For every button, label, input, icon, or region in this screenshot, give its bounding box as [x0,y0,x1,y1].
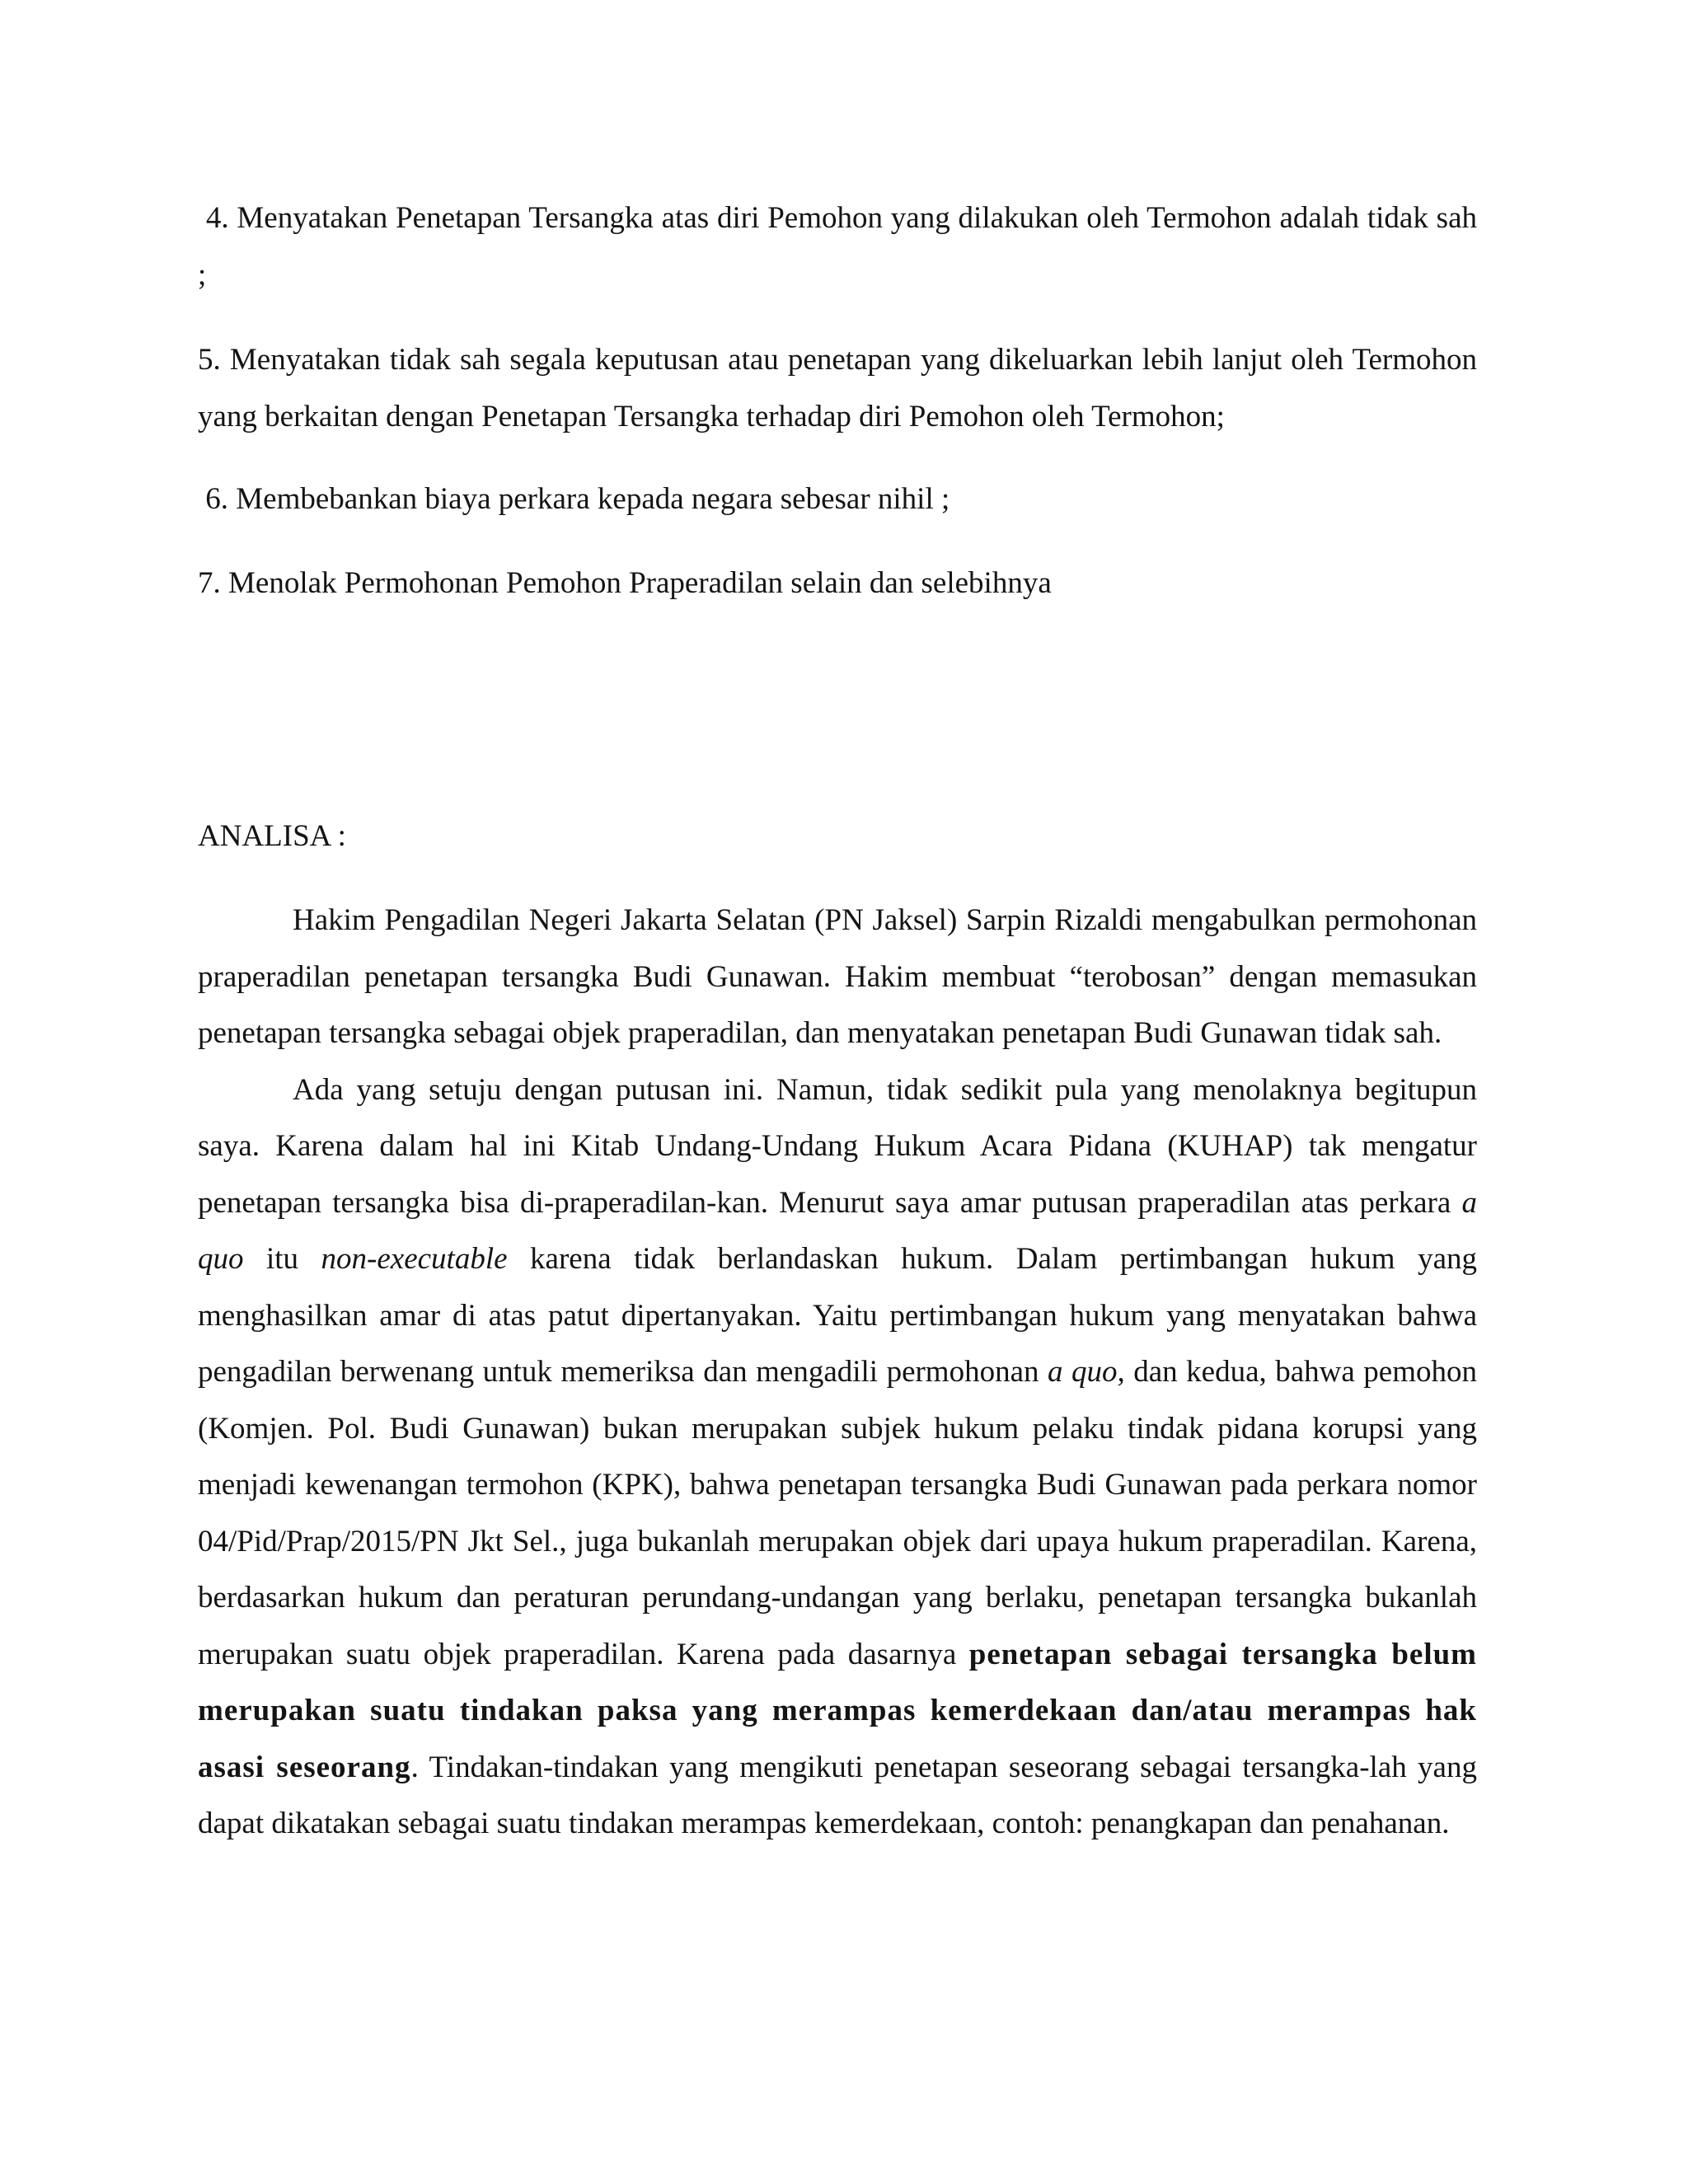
list-item-number: 5. [198,343,221,377]
list-item-text: Menyatakan Penetapan Tersangka atas diri Pemohon yang dilakukan oleh Termohon adalah tidak sah ; [198,201,1478,292]
list-item-text: Menyatakan tidak sah segala keputusan atau penetapan yang dikeluarkan lebih lanjut oleh Termohon yang berkaitan dengan Penetapan Tersangka terhadap diri Pemohon oleh Termohon; [198,343,1477,434]
list-item-number: 7. [198,566,221,600]
analysis-paragraph-1: Hakim Pengadilan Negeri Jakarta Selatan (PN Jaksel) Sarpin Rizaldi mengabulkan permohonan praperadilan penetapan tersangka Budi Gunawan. Hakim membuat “terobosan” dengan memasukan penetapan tersangka sebagai objek praperadilan, dan menyatakan penetapan Budi Gunawan tidak sah. [198,903,1477,1050]
paragraph-text: Ada yang setuju dengan putusan ini. Namun, tidak sedikit pula yang menolaknya begitupun saya. Karena dalam hal ini Kitab Undang-Undang Hukum Acara Pidana (KUHAP) tak mengatur penetapan tersangka bisa di-praperadilan-kan. Menurut saya amar putusan praperadilan atas perkara [198,1072,1477,1220]
list-item-7 [198,555,1477,612]
list-item-text: Menolak Permohonan Pemohon Praperadilan selain dan selebihnya [228,566,1052,600]
analysis-paragraph-2 [198,1062,1477,1853]
italic-term: a quo, [1048,1355,1125,1389]
italic-term: non-executable [321,1242,508,1276]
analysis-section [198,893,1477,1853]
paragraph-text: itu [243,1242,321,1276]
list-item-4 [198,190,1477,303]
analysis-heading: ANALISA : [198,819,346,853]
list-item-5 [198,331,1477,445]
paragraph-text: . Tindakan-tindakan yang mengikuti penetapan seseorang sebagai tersangka-lah yang dapat dikatakan sebagai suatu tindakan merampas kemerdekaan, contoh: penangkapan dan penahanan. [198,1750,1477,1840]
list-item-number: 4. [205,201,229,235]
list-item-6 [198,471,1477,527]
paragraph-text: dan kedua, bahwa pemohon (Komjen. Pol. Budi Gunawan) bukan merupakan subjek hukum pelaku tindak pidana korupsi yang menjadi kewenangan termohon (KPK), bahwa penetapan tersangka Budi Gunawan pada perkara nomor 04/Pid/Prap/2015/PN Jkt Sel., juga bukanlah merupakan objek dari upaya hukum praperadilan. Karena, berdasarkan hukum dan peraturan perundang-undangan yang berlaku, penetapan tersangka bukanlah merupakan suatu objek praperadilan. Karena pada dasarnya [198,1355,1478,1671]
list-item-number: 6. [205,482,228,516]
italic-term: a quo [198,1185,1477,1276]
list-item-text: Membebankan biaya perkara kepada negara sebesar nihil ; [236,482,950,516]
bold-emphasis: penetapan sebagai tersangka belum merupakan suatu tindakan paksa yang merampas kemerdekaan dan/atau merampas hak asasi seseorang [198,1637,1477,1784]
paragraph-text: karena tidak berlandaskan hukum. Dalam pertimbangan hukum yang menghasilkan amar di atas patut dipertanyakan. Yaitu pertimbangan hukum yang menyatakan bahwa pengadilan berwenang untuk memeriksa dan mengadili permohonan [198,1242,1478,1389]
